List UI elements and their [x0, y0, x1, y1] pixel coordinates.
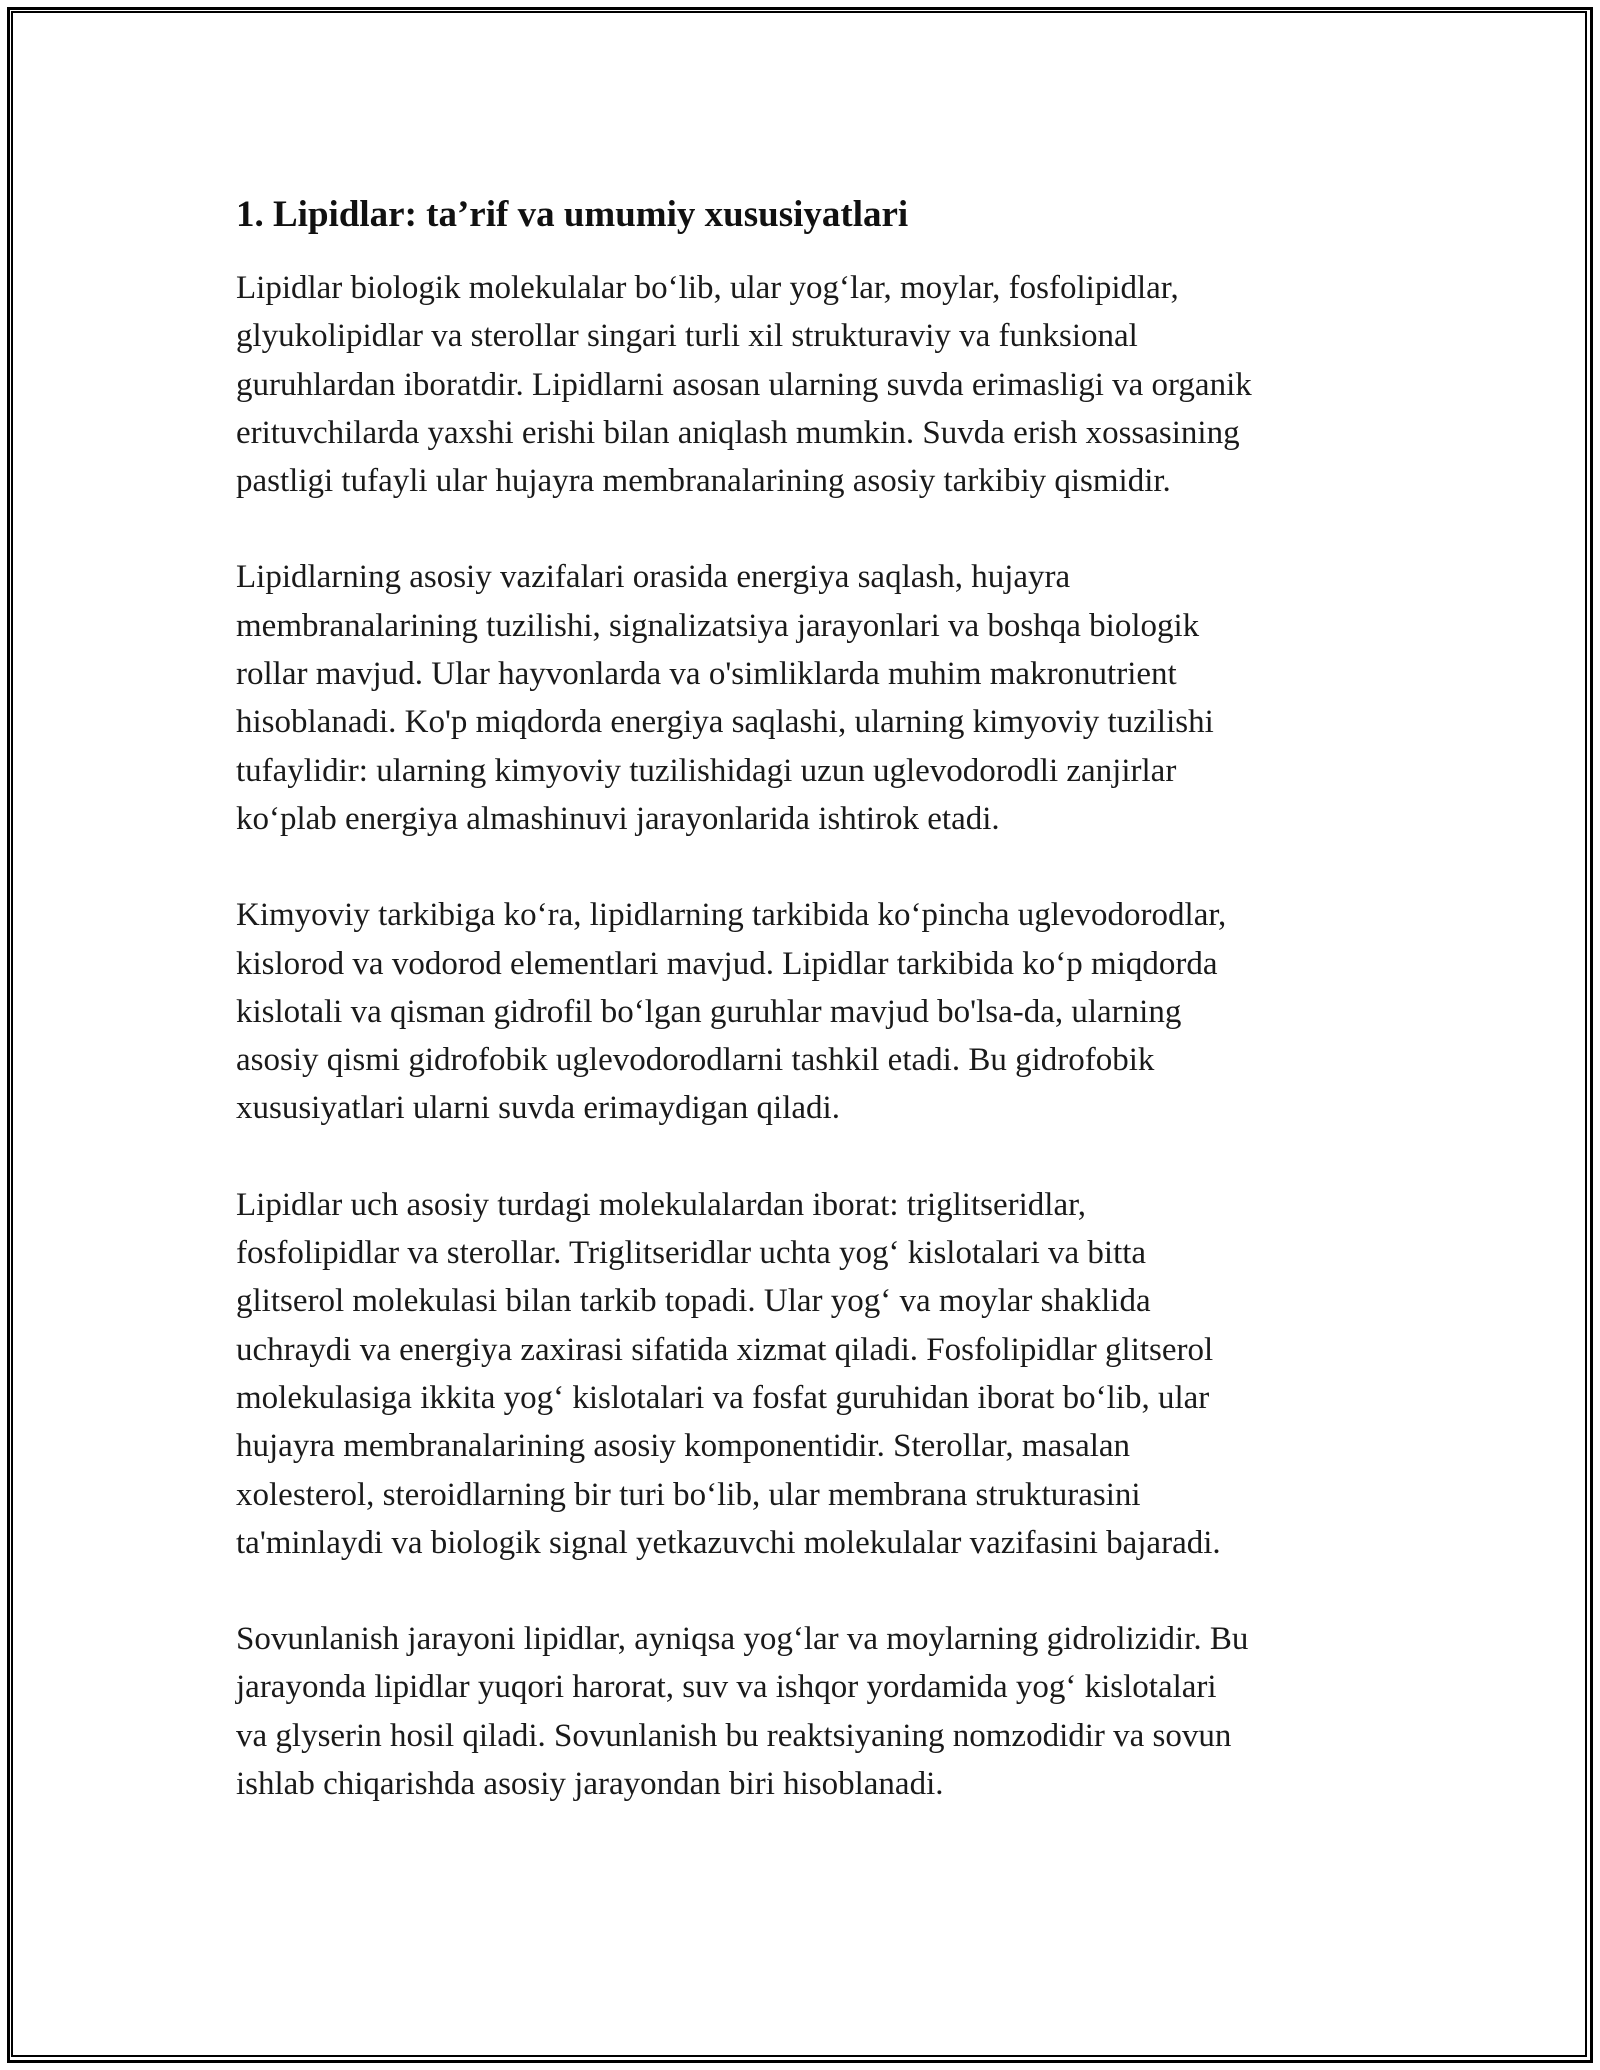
document-body [236, 188, 1386, 1856]
paragraph-lipid-types: Lipidlar uch asosiy turdagi molekulalardan iborat: triglitseridlar, fosfolipidlar va sterollar. Triglitseridlar uchta yog‘ kislotalari va bitta glitserol molekulasi bilan tarkib topadi. Ular yog‘ va moylar shaklida uchraydi va energiya zaxirasi sifatida xizmat qiladi. Fosfolipidlar glitserol molekulasiga ikkita yog‘ kislotalari va fosfat guruhidan iborat bo‘lib, ular hujayra membranalarining asosiy komponentidir. Sterollar, masalan xolesterol, steroidlarning bir turi bo‘lib, ular membrana strukturasini ta'minlaydi va biologik signal yetkazuvchi molekulalar vazifasini bajaradi. [236, 1186, 1221, 1561]
paragraph-chemical-composition: Kimyoviy tarkibiga ko‘ra, lipidlarning tarkibida ko‘pincha uglevodorodlar, kislorod va vodorod elementlari mavjud. Lipidlar tarkibida ko‘p miqdorda kislotali va qisman gidrofil bo‘lgan guruhlar mavjud bo'lsa-da, ularning asosiy qismi gidrofobik uglevodorodlarni tashkil etadi. Bu gidrofobik xususiyatlari ularni suvda erimaydigan qiladi. [236, 897, 1227, 1127]
paragraph-functions: Lipidlarning asosiy vazifalari orasida energiya saqlash, hujayra membranalarining tuzilishi, signalizatsiya jarayonlari va boshqa biologik rollar mavjud. Ular hayvonlarda va o'simliklarda muhim makronutrient hisoblanadi. Ko'p miqdorda energiya saqlashi, ularning kimyoviy tuzilishi tufaylidir: ularning kimyoviy tuzilishidagi uzun uglevodorodli zanjirlar ko‘plab energiya almashinuvi jarayonlarida ishtirok etadi. [236, 559, 1214, 837]
section-heading: 1. Lipidlar: ta’rif va umumiy xususiyatlari [236, 194, 909, 235]
paragraph-definition: Lipidlar biologik molekulalar bo‘lib, ular yog‘lar, moylar, fosfolipidlar, glyukolipidlar va sterollar singari turli xil strukturaviy va funksional guruhlardan iboratdir. Lipidlarni asosan ularning suvda erimasligi va organik erituvchilarda yaxshi erishi bilan aniqlash mumkin. Suvda erish xossasining pastligi tufayli ular hujayra membranalarining asosiy tarkibiy qismidir. [236, 270, 1252, 500]
paragraph-saponification: Sovunlanish jarayoni lipidlar, ayniqsa yog‘lar va moylarning gidrolizidir. Bu jarayonda lipidlar yuqori harorat, suv va ishqor yordamida yog‘ kislotalari va glyserin hosil qiladi. Sovunlanish bu reaktsiyaning nomzodidir va sovun ishlab chiqarishda asosiy jarayondan biri hisoblanadi. [236, 1621, 1249, 1803]
